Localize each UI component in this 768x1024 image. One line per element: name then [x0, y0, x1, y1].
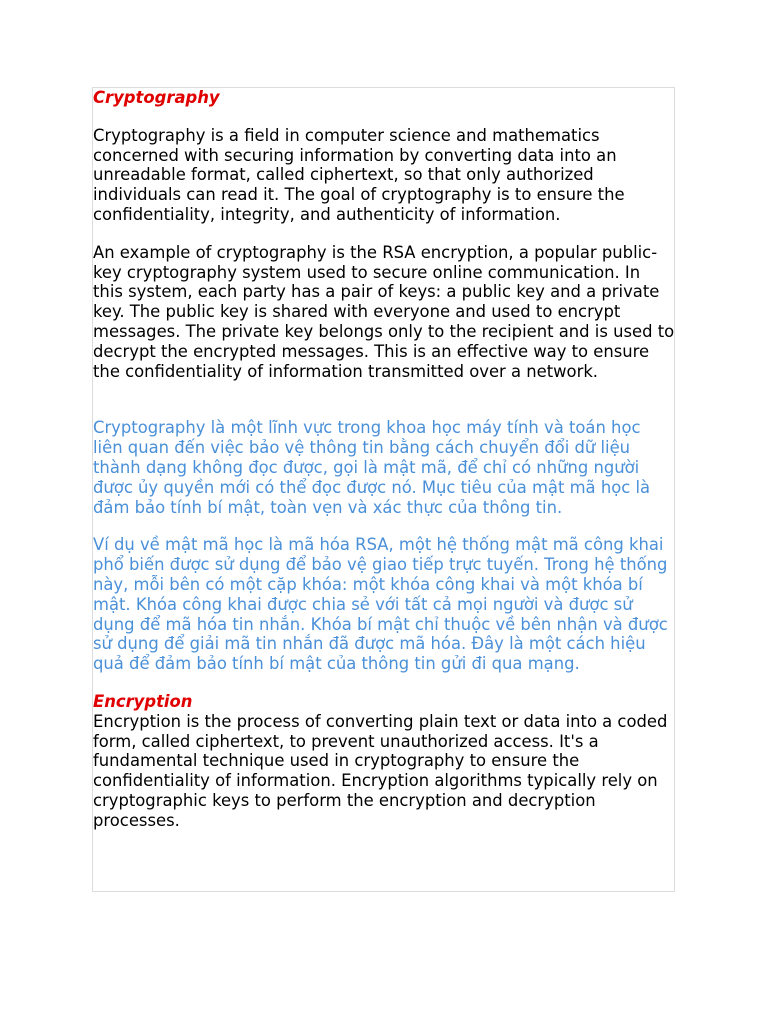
section-heading-encryption: Encryption — [93, 691, 193, 711]
paragraph-rsa-example-vi: Ví dụ về mật mã học là mã hóa RSA, một hệ thống mật mã công khai phổ biến được sử dụng để bảo vệ giao tiếp trực tuyến. Trong hệ thống này, mỗi bên có một cặp khóa: một khóa công khai và một khóa bí mật. Khóa công khai được chia sẻ với tất cả mọi người và được sử dụng để mã hóa tin nhắn. Khóa bí mật chỉ thuộc về bên nhận và được sử dụng để giải mã tin nhắn đã được mã hóa. Đây là một cách hiệu quả để đảm bảo tính bí mật của thông tin gửi đi qua mạng. — [93, 535, 668, 674]
paragraph-crypto-definition: Cryptography is a field in computer science and mathematics concerned with securing information by converting data into an unreadable format, called ciphertext, so that only authorized individuals can read it. The goal of cryptography is to ensure the confidentiality, integrity, and authenticity of information. — [93, 125, 625, 224]
document-content — [93, 88, 675, 831]
paragraph-rsa-example: An example of cryptography is the RSA encryption, a popular public-key cryptography system used to secure online communication. In this system, each party has a pair of keys: a public key and a private key. The public key is shared with everyone and used to encrypt messages. The private key belongs only to the recipient and is used to decrypt the encrypted messages. This is an effective way to ensure the confidentiality of information transmitted over a network. — [93, 242, 675, 381]
section-heading-cryptography: Cryptography — [93, 88, 220, 107]
paragraph-crypto-definition-vi: Cryptography là một lĩnh vực trong khoa học máy tính và toán học liên quan đến việc bảo vệ thông tin bằng cách chuyển đổi dữ liệu thành dạng không đọc được, gọi là mật mã, để chỉ có những người được ủy quyền mới có thể đọc được nó. Mục tiêu của mật mã học là đảm bảo tính bí mật, toàn vẹn và xác thực của thông tin. — [93, 418, 651, 517]
paragraph-encryption-definition: Encryption is the process of converting plain text or data into a coded form, called ciphertext, to prevent unauthorized access. It's a fundamental technique used in cryptography to ensure the confidentiality of information. Encryption algorithms typically rely on cryptographic keys to perform the encryption and decryption processes. — [93, 711, 668, 830]
